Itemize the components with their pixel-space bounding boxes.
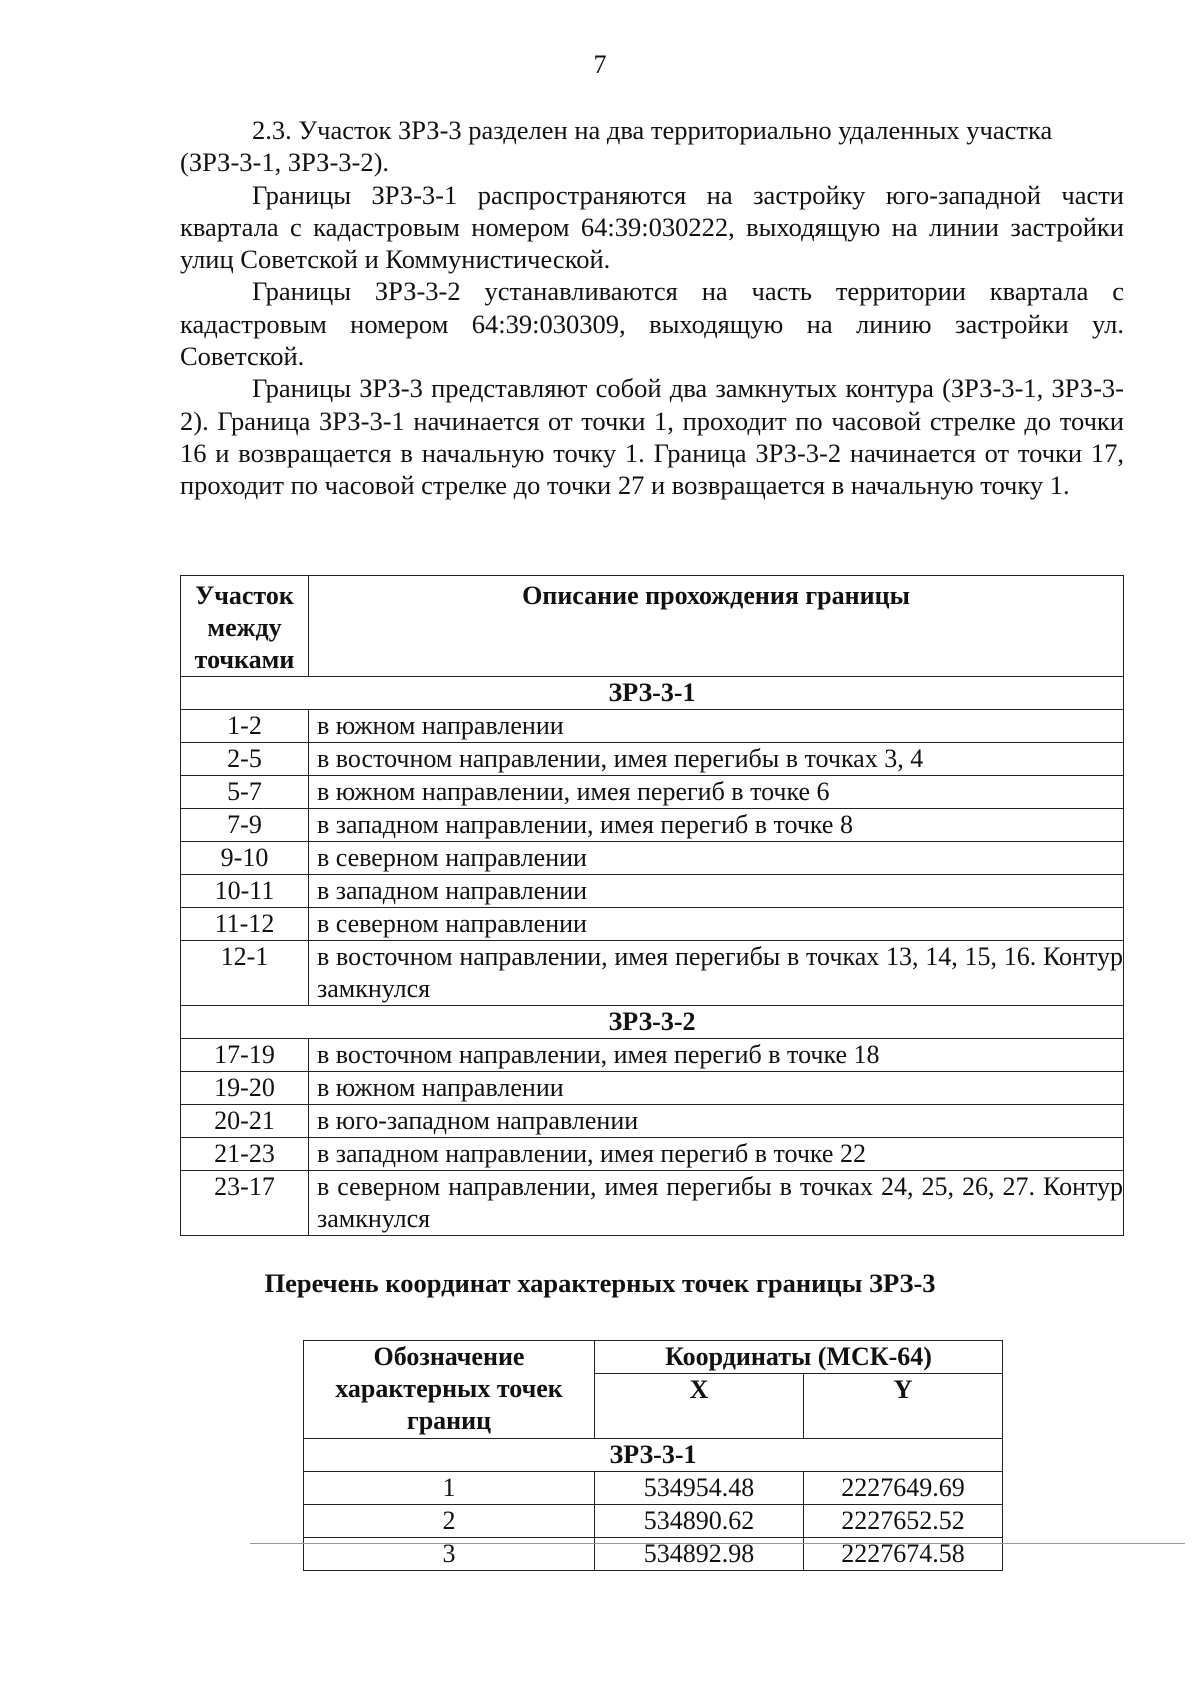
- boundary-description: в северном направлении, имея перегибы в точках 24, 25, 26, 27. Контур замкнулся: [309, 1171, 1124, 1236]
- boundary-section-row: [181, 677, 1124, 710]
- page-number: 7: [593, 50, 607, 79]
- coords-x: 534890.62: [595, 1505, 804, 1538]
- boundary-description: в западном направлении, имея перегиб в точке 22: [309, 1138, 1124, 1171]
- boundary-description: в восточном направлении, имея перегибы в точках 13, 14, 15, 16. Контур замкнулся: [309, 941, 1124, 1006]
- boundary-row: [181, 1138, 1124, 1171]
- boundary-row: [181, 1171, 1124, 1236]
- coords-x: 534954.48: [595, 1472, 804, 1505]
- boundary-row: [181, 908, 1124, 941]
- paragraph-2-3-cont: (ЗРЗ-3-1, ЗРЗ-3-2).: [180, 147, 390, 178]
- coords-point: 3: [304, 1538, 595, 1571]
- paragraph-zrz-3-1: Границы ЗРЗ-3-1 распространяются на застройку юго-западной части квартала с кадастровым номером 64:39:030222, выходящую на линии застройки улиц Советской и Коммунистической.: [180, 179, 1124, 275]
- boundary-table-header: [181, 576, 1124, 677]
- boundary-description: в южном направлении: [309, 1072, 1124, 1105]
- boundary-section-title: ЗРЗ-3-2: [181, 1006, 1124, 1039]
- coords-row: [304, 1505, 1003, 1538]
- boundary-segment: 5-7: [181, 776, 309, 809]
- boundary-description: в восточном направлении, имея перегиб в точке 18: [309, 1039, 1124, 1072]
- boundary-description: в северном направлении: [309, 908, 1124, 941]
- paragraph-contours: Границы ЗРЗ-3 представляют собой два замкнутых контура (ЗРЗ-3-1, ЗРЗ-3-2). Граница ЗРЗ-3-1 начинается от точки 1, проходит по часовой стрелке до точки 16 и возвращается в начальную точку 1. Граница ЗРЗ-3-2 начинается от точки 17, проходит по часовой стрелке до точки 27 и возвращается в начальную точку 1.: [180, 373, 1124, 501]
- boundary-segment: 23-17: [181, 1171, 309, 1236]
- boundary-row: [181, 743, 1124, 776]
- header-segment: Участок между точками: [181, 576, 309, 677]
- boundary-description: в юго-западном направлении: [309, 1105, 1124, 1138]
- boundary-row: [181, 776, 1124, 809]
- coords-y: 2227652.52: [804, 1505, 1003, 1538]
- coords-x: 534892.98: [595, 1538, 804, 1571]
- boundary-description: в южном направлении: [309, 710, 1124, 743]
- boundary-description: в восточном направлении, имея перегибы в точках 3, 4: [309, 743, 1124, 776]
- paragraph-2-3: 2.3. Участок ЗРЗ-3 разделен на два территориально удаленных участка: [252, 115, 1053, 145]
- header-coords: Координаты (МСК-64): [595, 1341, 1003, 1374]
- boundary-row: [181, 809, 1124, 842]
- boundary-row: [181, 842, 1124, 875]
- boundary-segment: 21-23: [181, 1138, 309, 1171]
- boundary-section-title: ЗРЗ-3-1: [181, 677, 1124, 710]
- boundary-segment: 17-19: [181, 1039, 309, 1072]
- header-x: X: [595, 1374, 804, 1439]
- boundary-table: [180, 575, 1124, 1236]
- coords-y: 2227649.69: [804, 1472, 1003, 1505]
- boundary-row: [181, 1072, 1124, 1105]
- coords-point: 2: [304, 1505, 595, 1538]
- coords-section-title: ЗРЗ-3-1: [304, 1439, 1003, 1472]
- boundary-row: [181, 710, 1124, 743]
- header-description: Описание прохождения границы: [309, 576, 1124, 677]
- coords-point: 1: [304, 1472, 595, 1505]
- boundary-segment: 10-11: [181, 875, 309, 908]
- paragraph-zrz-3-2: Границы ЗРЗ-3-2 устанавливаются на часть территории квартала с кадастровым номером 64:39:030309, выходящую на линию застройки ул. Советской.: [180, 276, 1124, 372]
- coords-table: [303, 1340, 1003, 1571]
- header-point: Обозначение характерных точек границ: [304, 1341, 595, 1439]
- boundary-description: в западном направлении, имея перегиб в точке 8: [309, 809, 1124, 842]
- boundary-row: [181, 941, 1124, 1006]
- boundary-segment: 1-2: [181, 710, 309, 743]
- boundary-section-row: [181, 1006, 1124, 1039]
- boundary-row: [181, 1105, 1124, 1138]
- boundary-segment: 12-1: [181, 941, 309, 1006]
- boundary-description: в западном направлении: [309, 875, 1124, 908]
- body-text: [180, 114, 1124, 502]
- boundary-segment: 20-21: [181, 1105, 309, 1138]
- boundary-segment: 11-12: [181, 908, 309, 941]
- boundary-row: [181, 1039, 1124, 1072]
- header-y: Y: [804, 1374, 1003, 1439]
- boundary-segment: 2-5: [181, 743, 309, 776]
- coords-y: 2227674.58: [804, 1538, 1003, 1571]
- boundary-segment: 7-9: [181, 809, 309, 842]
- boundary-description: в северном направлении: [309, 842, 1124, 875]
- scan-artifact-line: [250, 1543, 1185, 1544]
- coords-title: Перечень координат характерных точек границы ЗРЗ-3: [264, 1268, 936, 1298]
- boundary-segment: 9-10: [181, 842, 309, 875]
- boundary-segment: 19-20: [181, 1072, 309, 1105]
- boundary-description: в южном направлении, имея перегиб в точке 6: [309, 776, 1124, 809]
- coords-row: [304, 1472, 1003, 1505]
- boundary-row: [181, 875, 1124, 908]
